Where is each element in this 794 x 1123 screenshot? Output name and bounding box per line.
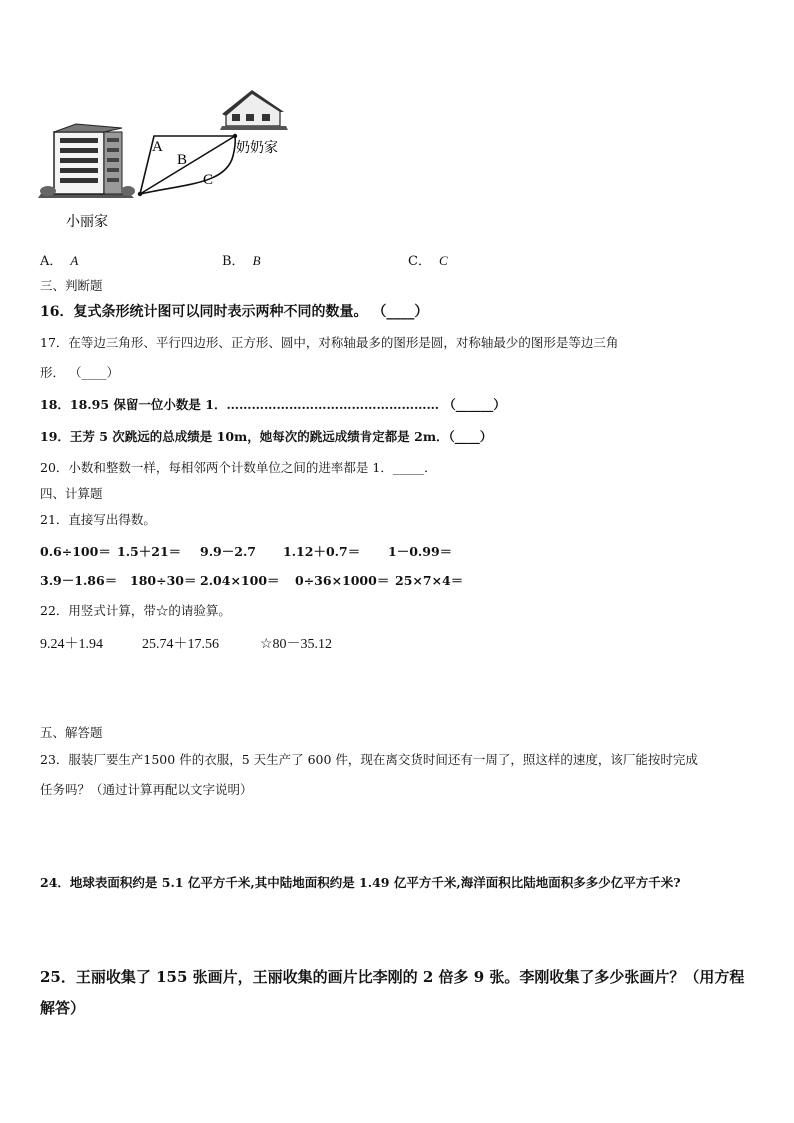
calc-item: 1.12＋0.7＝: [283, 544, 361, 559]
question-17-line1: 17．在等边三角形、平行四边形、正方形、圆中，对称轴最多的图形是圆，对称轴最少的图形是等边三角: [40, 335, 619, 350]
calc-item: 2.04×100＝: [200, 573, 280, 588]
calc-item: 3.9－1.86＝: [40, 573, 118, 588]
section-heading-word-problems: 五、解答题: [40, 725, 103, 740]
option-c[interactable]: [408, 250, 448, 269]
calc-item: 1－0.99＝: [388, 544, 453, 559]
calc-row-2: [40, 571, 740, 591]
question-19: 19．王芳 5 次跳远的总成绩是 10m，她每次的跳远成绩肯定都是 2m．（____）: [40, 429, 493, 444]
question-25-line1: 25．王丽收集了 155 张画片，王丽收集的画片比李刚的 2 倍多 9 张。李刚收集了多少张画片？（用方程: [40, 968, 745, 986]
vertical-calc-item: ☆80－35.12: [260, 637, 333, 652]
section-heading-judgement: 三、判断题: [40, 278, 103, 293]
option-a-value: A: [70, 253, 79, 268]
route-figure: [36, 88, 306, 238]
calc-item: 1.5＋21＝: [117, 544, 182, 559]
calc-item: 0.6÷100＝: [40, 544, 111, 559]
calc-row-1: [40, 542, 740, 562]
option-b-value: B: [252, 253, 261, 268]
question-25-line2: 解答）: [40, 999, 86, 1017]
option-a[interactable]: [40, 250, 78, 269]
route-label-c: C: [203, 172, 214, 188]
xiaoli-home-label: 小丽家: [66, 214, 108, 230]
option-a-letter: A．: [40, 254, 63, 269]
route-label-b: B: [177, 152, 188, 168]
vertical-calc-item: 9.24＋1.94: [40, 637, 103, 652]
vertical-calc-row: [40, 633, 440, 655]
question-24: 24．地球表面积约是 5.1 亿平方千米,其中陆地面积约是 1.49 亿平方千米,海洋面积比陆地面积多多少亿平方千米?: [40, 875, 681, 890]
house-icon: [220, 90, 288, 130]
question-16: 16．复式条形统计图可以同时表示两种不同的数量。 （____）: [40, 304, 429, 320]
question-22: 22．用竖式计算，带☆的请验算。: [40, 603, 231, 618]
option-b-letter: B．: [222, 254, 245, 269]
question-21: 21．直接写出得数。: [40, 512, 156, 527]
route-label-a: A: [152, 139, 163, 155]
calc-item: 0÷36×1000＝: [295, 573, 390, 588]
calc-item: 25×7×4＝: [395, 573, 464, 588]
vertical-calc-item: 25.74＋17.56: [142, 637, 219, 652]
question-23-line2: 任务吗？（通过计算再配以文字说明）: [40, 782, 253, 797]
question-23-line1: 23．服装厂要生产1500 件的衣服，5 天生产了 600 件，现在离交货时间还有一周了，照这样的速度，该厂能按时完成: [40, 752, 698, 767]
question-18: 18．18.95 保留一位小数是 1．…………………………………………… （______）: [40, 397, 506, 412]
question-20: 20．小数和整数一样，每相邻两个计数单位之间的进率都是 1．_____．: [40, 460, 437, 475]
grandma-home-label: 奶奶家: [236, 140, 278, 156]
calc-item: 9.9－2.7: [200, 544, 256, 559]
option-b[interactable]: [222, 250, 261, 269]
apartment-building-icon: [38, 124, 135, 198]
question-17-line2: 形． （____）: [40, 365, 119, 380]
section-heading-calculation: 四、计算题: [40, 486, 103, 501]
option-c-letter: C．: [408, 254, 431, 269]
route-diagram: [36, 88, 306, 238]
calc-item: 180÷30＝: [130, 573, 197, 588]
option-c-value: C: [438, 253, 448, 268]
